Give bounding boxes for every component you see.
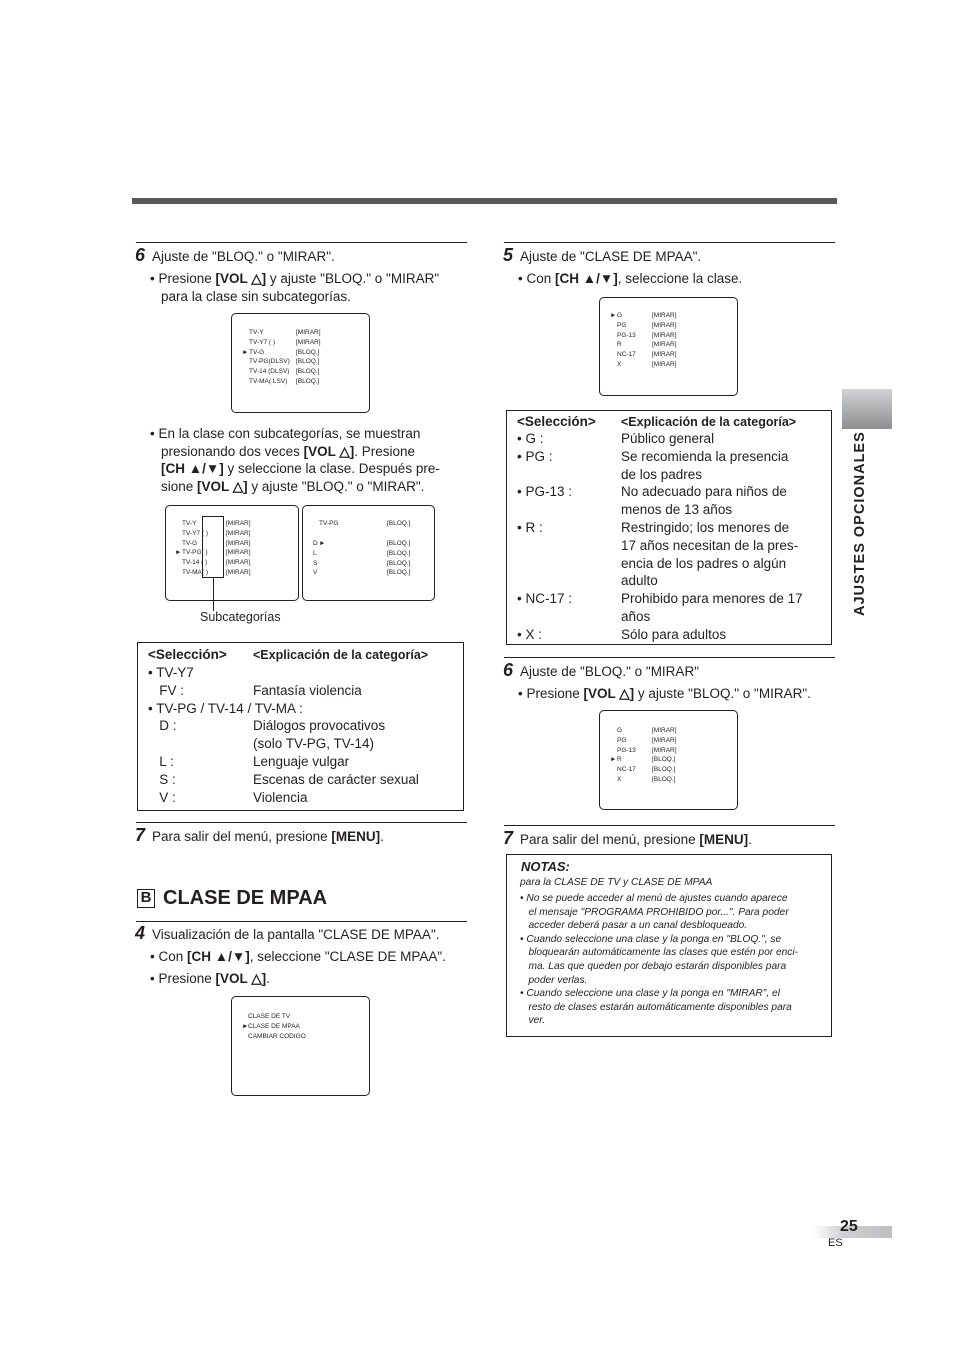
osd-item-label: ► <box>319 540 326 547</box>
table-cell-selection: S : <box>148 771 176 787</box>
instruction: • Presione [VOL △] y ajuste "BLOQ." o "MIRAR" <box>150 271 440 286</box>
osd-item-value: [MIRAR] <box>652 321 677 329</box>
category-table <box>506 410 832 645</box>
osd-item-label: X <box>617 776 622 783</box>
callout-line <box>213 577 214 611</box>
osd-item-label: TV-Y <box>182 520 197 527</box>
table-cell-explanation: encia de los padres o algún <box>621 555 787 571</box>
osd-item-value: [BLOQ.] <box>296 368 320 376</box>
notes-box <box>506 854 832 1037</box>
osd-item-label: G <box>617 727 623 734</box>
table-cell-explanation: Escenas de carácter sexual <box>253 771 419 787</box>
table-cell-explanation: 17 años necesitan de la pres- <box>621 537 799 553</box>
osd-arrow-icon: L <box>313 549 317 557</box>
table-header: <Selección> <box>517 414 596 429</box>
instruction: • Presione [VOL △]. <box>150 971 270 986</box>
osd-item-value: [MIRAR] <box>652 312 677 319</box>
tv-screen <box>302 505 435 601</box>
osd-item-value: [BLOQ.] <box>296 378 320 385</box>
top-rule <box>132 198 837 204</box>
table-cell-explanation: menos de 13 años <box>621 502 733 518</box>
osd-item-label: PG-13 <box>617 746 636 754</box>
rule <box>504 657 835 658</box>
table-cell-explanation: Se recomienda la presencia <box>621 448 789 464</box>
osd-item-label: TV-Y7 ( ) <box>182 529 209 537</box>
tv-screen <box>231 996 370 1096</box>
page-number: 25 <box>840 1218 858 1235</box>
table-cell-selection: • NC-17 : <box>517 591 572 607</box>
osd-item-value: [BLOQ.] <box>652 766 676 774</box>
osd-item-label: TV-14 ( ) <box>182 559 208 567</box>
osd-item-label: X <box>617 361 622 368</box>
step-number: 7 <box>503 828 514 848</box>
osd-item-label: TV-Y <box>249 329 264 336</box>
table-cell-selection: • PG : <box>517 448 553 464</box>
instruction: [CH ▲/▼] y seleccione la clase. Después pre- <box>161 461 440 476</box>
osd-item-label: NC-17 <box>617 766 636 774</box>
osd-item-label: TV-G <box>249 348 265 356</box>
table-cell-explanation: Diálogos provocativos <box>253 718 386 734</box>
table-cell-explanation: Fantasía violencia <box>253 682 362 698</box>
table-cell-explanation: No adecuado para niños de <box>621 484 787 500</box>
table-cell-selection: FV : <box>148 682 185 698</box>
table-header: <Explicación de la categoría> <box>621 415 797 429</box>
osd-item-value: [MIRAR] <box>226 549 251 557</box>
instruction: • Con [CH ▲/▼], seleccione "CLASE DE MPAA". <box>150 949 446 964</box>
notes-line: resto de clases estarán automáticamente disponibles para <box>520 1001 792 1013</box>
step-title: Ajuste de "BLOQ." o "MIRAR" <box>520 664 699 679</box>
osd-item-value: [MIRAR] <box>226 520 251 527</box>
osd-item-value: [MIRAR] <box>652 736 677 744</box>
notes-line: poder verlas. <box>520 974 588 986</box>
osd-arrow-icon: S <box>313 559 318 567</box>
step-title: Ajuste de "BLOQ." o "MIRAR". <box>152 249 335 264</box>
step-number: 6 <box>503 660 514 680</box>
instruction: presionando dos veces [VOL △]. Presione <box>161 444 416 459</box>
instruction: • Presione [VOL △] y ajuste "BLOQ." o "MIRAR". <box>518 686 811 701</box>
table-cell-explanation: Violencia <box>253 789 308 805</box>
rule <box>504 242 835 243</box>
table-cell-selection: • TV-Y7 <box>148 665 194 680</box>
table-cell-explanation: años <box>621 609 651 624</box>
table-cell-explanation: Público general <box>621 431 715 446</box>
step-number: 7 <box>135 825 146 845</box>
notes-line: ver. <box>520 1015 546 1027</box>
table-cell-selection: • G : <box>517 431 544 446</box>
osd-item-label: PG-13 <box>617 331 636 339</box>
tv-screen <box>599 297 738 396</box>
rule <box>504 825 835 826</box>
side-tab <box>842 389 892 429</box>
osd-item-label: G <box>617 312 623 319</box>
osd-item-value: [BLOQ.] <box>387 559 411 567</box>
table-header: <Explicación de la categoría> <box>253 648 429 662</box>
table-cell-selection: V : <box>148 789 176 805</box>
osd-item-label: TV-14 (DLSV) <box>249 368 290 376</box>
osd-item-label: TV-MA( LSV) <box>249 378 288 385</box>
osd-arrow-icon: ► <box>610 756 617 764</box>
callout-label: Subcategorías <box>200 610 281 624</box>
osd-item-label: R <box>617 756 622 764</box>
section-letter: B <box>137 889 155 908</box>
notes-line: ma. Las que queden por debajo estarán disponibles para <box>520 961 787 972</box>
osd-item-value: [MIRAR] <box>652 746 677 754</box>
notes-line: • Cuando seleccione una clase y la ponga en "BLOQ.", se <box>520 933 782 945</box>
osd-item-label: CLASE DE TV <box>248 1013 291 1020</box>
osd-item-label: TV-PG( ) <box>182 549 208 557</box>
osd-arrow-icon: ► <box>175 549 182 557</box>
table-cell-explanation: Prohibido para menores de 17 <box>621 591 803 607</box>
osd-item-label: TV-PG(DLSV) <box>249 358 290 366</box>
instruction: Para salir del menú, presione [MENU]. <box>520 832 752 847</box>
osd-item-value: [MIRAR] <box>296 329 321 336</box>
osd-item-value: [BLOQ.] <box>387 540 411 547</box>
step-title: Ajuste de "CLASE DE MPAA". <box>520 249 702 264</box>
notes-line: acceder deberá pasar a un canal desbloqueado. <box>520 920 748 932</box>
osd-header: TV-PG <box>319 520 339 527</box>
step-number: 5 <box>503 245 514 265</box>
table-header: <Selección> <box>148 647 227 662</box>
osd-item-value: [MIRAR] <box>652 341 677 349</box>
instruction: Para salir del menú, presione [MENU]. <box>152 829 384 844</box>
table-cell-explanation: Sólo para adultos <box>621 626 727 642</box>
table-cell-selection: • PG-13 : <box>517 484 572 500</box>
osd-item-value: [BLOQ.] <box>387 549 411 557</box>
osd-item-value: [MIRAR] <box>296 338 321 346</box>
osd-item-label: CAMBIAR CODIGO <box>248 1032 306 1040</box>
osd-item-value: [BLOQ.] <box>652 756 676 764</box>
section-title: CLASE DE MPAA <box>163 887 328 909</box>
table-cell-selection: • X : <box>517 626 542 642</box>
osd-arrow-icon: D <box>313 540 318 547</box>
osd-item-label: TV-Y7 ( ) <box>249 338 276 346</box>
table-cell-explanation: adulto <box>621 573 658 589</box>
osd-item-label: NC-17 <box>617 351 636 359</box>
notes-line: el mensaje "PROGRAMA PROHIBIDO por...". Para poder <box>520 906 789 918</box>
osd-item-value: [BLOQ.] <box>652 776 676 783</box>
tv-screen <box>599 710 738 810</box>
osd-item-value: [MIRAR] <box>226 569 251 576</box>
subcategory-bracket <box>202 516 224 578</box>
table-cell-selection: • TV-PG / TV-14 / TV-MA : <box>148 700 303 716</box>
osd-header-value: [BLOQ.] <box>387 520 411 527</box>
category-table <box>137 642 464 811</box>
osd-item-value: [MIRAR] <box>226 539 251 547</box>
notes-line: bloquearán automáticamente las clases que estén por enci- <box>520 947 799 959</box>
instruction: sione [VOL △] y ajuste "BLOQ." o "MIRAR". <box>161 479 425 494</box>
osd-item-value: [BLOQ.] <box>296 348 320 356</box>
table-cell-explanation: de los padres <box>621 466 703 482</box>
notes-line: • Cuando seleccione una clase y la ponga en "MIRAR", el <box>520 988 780 1000</box>
table-cell-selection: L : <box>148 754 174 769</box>
osd-item-value: [BLOQ.] <box>296 358 320 366</box>
osd-arrow-icon: ► <box>242 1022 249 1030</box>
osd-item-value: [MIRAR] <box>652 351 677 359</box>
osd-item-label: TV-MA( ) <box>182 569 208 576</box>
instruction: para la clase sin subcategorías. <box>161 289 351 304</box>
step-number: 4 <box>135 923 146 943</box>
rule <box>136 242 467 243</box>
osd-item-label: PG <box>617 321 627 329</box>
osd-item-value: [MIRAR] <box>226 529 251 537</box>
osd-arrow-icon: ► <box>242 348 249 356</box>
rule <box>136 822 467 823</box>
tv-screen <box>165 505 299 601</box>
page-lang: ES <box>828 1237 843 1249</box>
table-cell-explanation: Lenguaje vulgar <box>253 754 350 769</box>
osd-item-value: [MIRAR] <box>226 559 251 567</box>
osd-item-label: PG <box>617 736 627 744</box>
notes-subtitle: para la CLASE DE TV y CLASE DE MPAA <box>520 877 713 888</box>
table-cell-explanation: (solo TV-PG, TV-14) <box>253 736 375 752</box>
rule <box>136 921 467 922</box>
osd-item-label: CLASE DE MPAA <box>248 1022 300 1030</box>
step-title: Visualización de la pantalla "CLASE DE MPAA". <box>152 927 440 942</box>
table-cell-selection: • R : <box>517 520 543 535</box>
notes-title: NOTAS: <box>521 859 570 874</box>
step-number: 6 <box>135 245 146 265</box>
table-cell-explanation: Restringido; los menores de <box>621 520 790 535</box>
notes-line: • No se puede acceder al menú de ajustes cuando aparece <box>520 893 788 904</box>
osd-item-label: R <box>617 341 622 349</box>
table-cell-selection: D : <box>148 718 177 734</box>
tv-screen <box>231 313 370 413</box>
instruction: • En la clase con subcategorías, se muestran <box>150 426 421 441</box>
instruction: • Con [CH ▲/▼], seleccione la clase. <box>518 271 743 286</box>
osd-item-value: [MIRAR] <box>652 331 677 339</box>
osd-arrow-icon: ► <box>610 312 617 319</box>
osd-item-value: [BLOQ.] <box>387 569 411 577</box>
side-section-label: AJUSTES OPCIONALES <box>852 431 868 617</box>
osd-item-value: [MIRAR] <box>652 361 677 368</box>
osd-arrow-icon: V <box>313 569 318 577</box>
osd-item-value: [MIRAR] <box>652 727 677 734</box>
osd-item-label: TV-G <box>182 539 198 547</box>
